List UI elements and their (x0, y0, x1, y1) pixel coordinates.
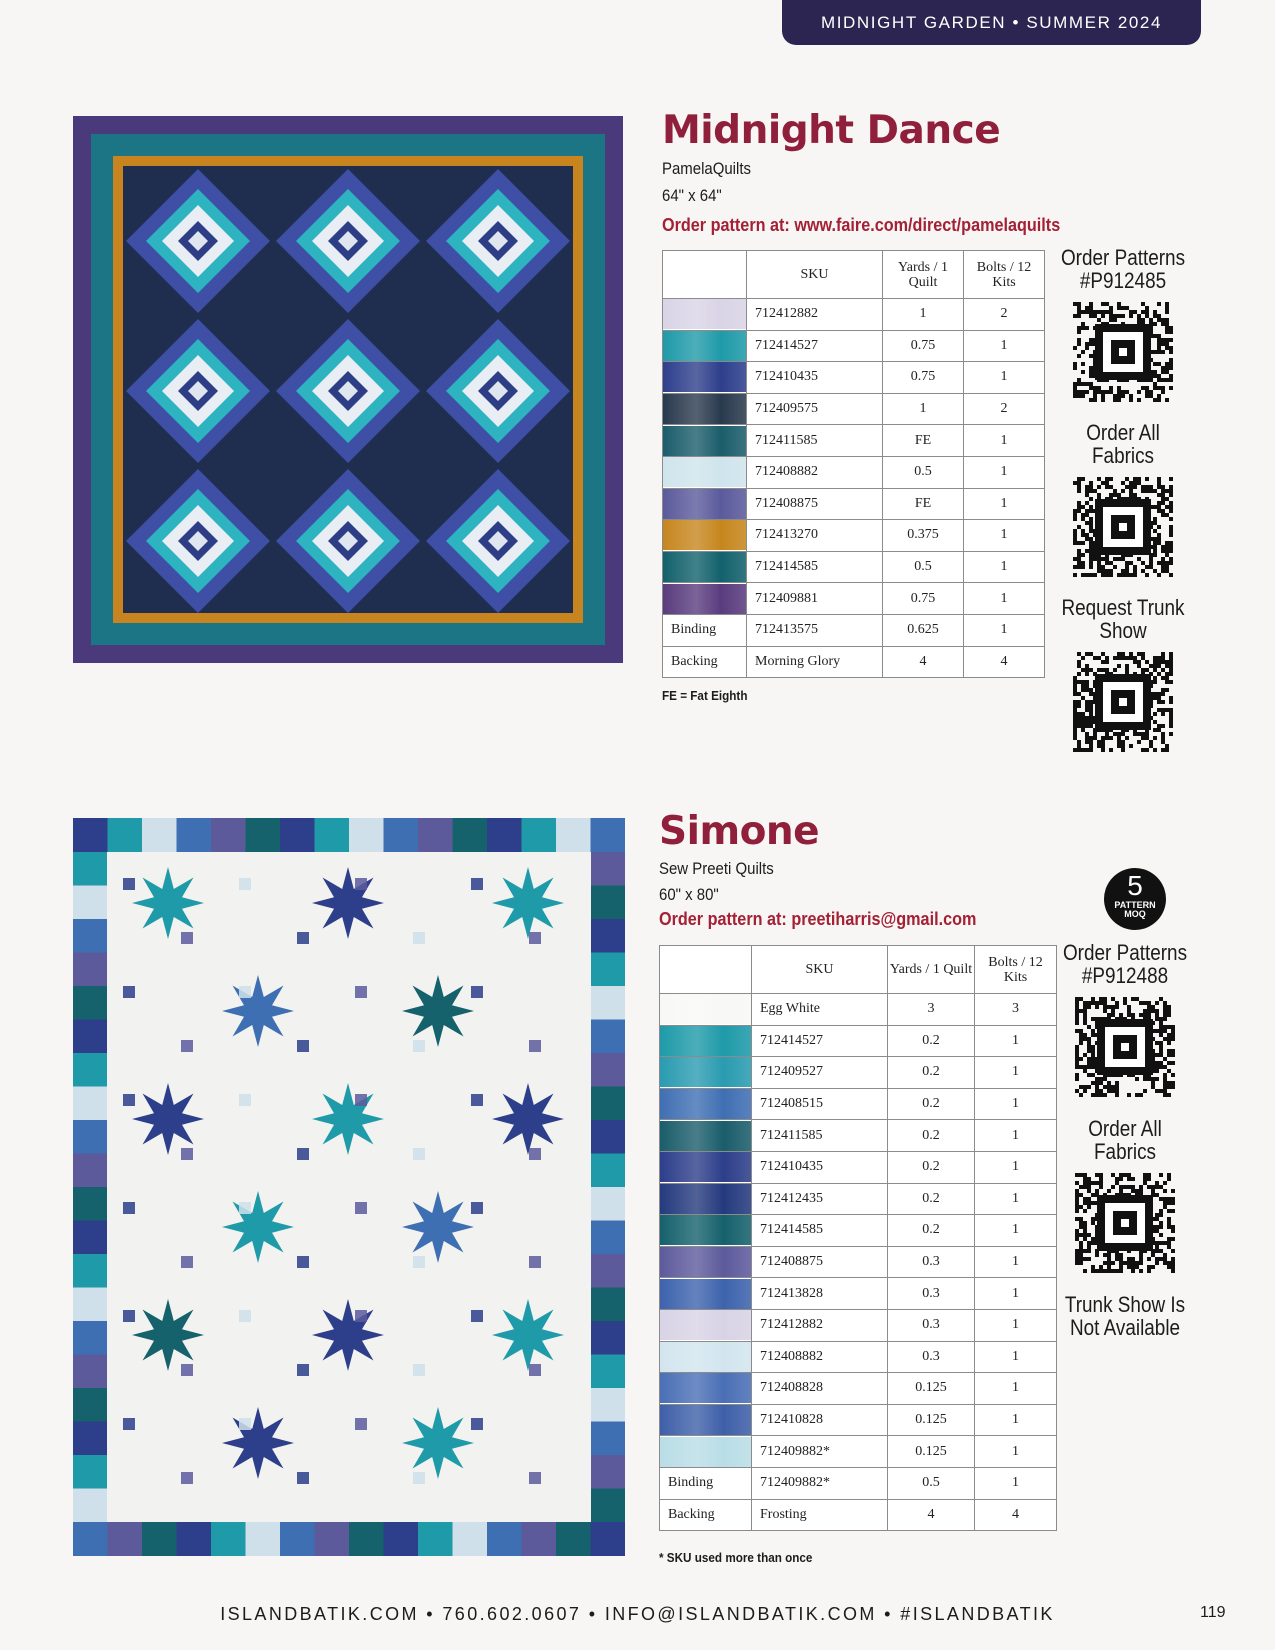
fabric-swatch-color (660, 1184, 751, 1214)
page-number: 119 (1200, 1604, 1226, 1621)
order-fabrics-panel[interactable] (1048, 421, 1198, 577)
table-row (660, 1151, 1057, 1183)
bolts-cell: 4 (964, 646, 1045, 678)
fabric-swatch (660, 1373, 752, 1405)
fabric-swatch (663, 488, 747, 520)
bolts-cell: 1 (964, 330, 1045, 362)
yards-cell: 0.5 (883, 551, 964, 583)
order-patterns-panel[interactable] (1050, 941, 1200, 1097)
yards-cell: 0.3 (888, 1341, 975, 1373)
bolts-cell: 1 (964, 488, 1045, 520)
pattern-designer: PamelaQuilts (662, 159, 751, 178)
bolts-cell: 1 (975, 1373, 1057, 1405)
fabric-swatch (660, 1183, 752, 1215)
bolts-cell: 1 (975, 1025, 1057, 1057)
table-row (663, 646, 1045, 678)
fabric-swatch-color (663, 584, 746, 614)
bolts-cell: 1 (975, 1183, 1057, 1215)
bolts-cell: 1 (964, 456, 1045, 488)
simone-quilt-image (73, 818, 625, 1556)
fabric-swatch (660, 1246, 752, 1278)
fabric-swatch (663, 551, 747, 583)
sku-cell: 712412882 (752, 1309, 888, 1341)
table-row (660, 1341, 1057, 1373)
sku-cell: 712408875 (752, 1246, 888, 1278)
bolts-cell: 1 (975, 1467, 1057, 1499)
bolts-cell: 1 (975, 1309, 1057, 1341)
table-row (663, 456, 1045, 488)
yards-cell: 0.3 (888, 1246, 975, 1278)
sku-cell: 712412435 (752, 1183, 888, 1215)
bolts-cell: 1 (964, 551, 1045, 583)
fabric-swatch (663, 456, 747, 488)
table-row (660, 1499, 1057, 1531)
sku-cell: 712409882* (752, 1436, 888, 1468)
order-fabrics-caption: Order All Fabrics (1086, 420, 1160, 468)
fabric-swatch (660, 1436, 752, 1468)
fabric-swatch-color (663, 520, 746, 550)
bolts-cell: 1 (964, 520, 1045, 552)
yards-cell: 0.3 (888, 1278, 975, 1310)
bolts-cell: 1 (975, 1215, 1057, 1247)
sku-cell: Morning Glory (747, 646, 883, 678)
table-row (663, 425, 1045, 457)
sku-cell: Frosting (752, 1499, 888, 1531)
fabric-swatch-color (660, 1121, 751, 1151)
fabric-requirements-table (662, 250, 1045, 678)
row-label: Backing (660, 1499, 752, 1531)
pattern-size: 64" x 64" (662, 186, 722, 205)
yards-cell: 4 (883, 646, 964, 678)
bolts-cell: 1 (964, 425, 1045, 457)
yards-cell: 4 (888, 1499, 975, 1531)
table-row (660, 1215, 1057, 1247)
fabric-swatch (660, 1278, 752, 1310)
footer-contact: ISLANDBATIK.COM • 760.602.0607 • INFO@ISLANDBATIK.COM • #ISLANDBATIK (220, 1604, 1055, 1624)
swatch-header (660, 946, 752, 994)
table-row (663, 393, 1045, 425)
issue-banner: MIDNIGHT GARDEN • SUMMER 2024 (782, 0, 1201, 45)
pattern-moq-badge (1104, 868, 1166, 930)
fabric-swatch (660, 1120, 752, 1152)
yards-cell: 3 (888, 994, 975, 1026)
table-row (660, 1467, 1057, 1499)
table-row (663, 362, 1045, 394)
fabric-swatch (663, 362, 747, 394)
yards-cell: 0.5 (883, 456, 964, 488)
swatch-header (663, 251, 747, 299)
bolts-cell: 1 (964, 362, 1045, 394)
fabric-swatch (660, 1309, 752, 1341)
order-patterns-panel[interactable] (1048, 246, 1198, 402)
bolts-cell: 2 (964, 393, 1045, 425)
sku-cell: 712410435 (747, 362, 883, 394)
sku-cell: 712414527 (747, 330, 883, 362)
fabric-swatch-color (660, 1152, 751, 1182)
yards-cell: 0.2 (888, 1215, 975, 1247)
sku-cell: 712411585 (752, 1120, 888, 1152)
fabric-swatch (663, 583, 747, 615)
trunk-show-caption: Trunk Show Is Not Available (1064, 1292, 1186, 1340)
fabric-swatch-color (663, 331, 746, 361)
sku-cell: 712408828 (752, 1373, 888, 1405)
fabric-swatch-color (663, 457, 746, 487)
sku-cell: 712409881 (747, 583, 883, 615)
sku-cell: 712413575 (747, 614, 883, 646)
table-row (660, 1278, 1057, 1310)
bolts-cell: 1 (975, 1278, 1057, 1310)
pattern-order-link[interactable]: Order pattern at: preetiharris@gmail.com (659, 909, 977, 929)
trunk-show-status (1050, 1293, 1200, 1339)
table-row (660, 1373, 1057, 1405)
sku-cell: 712410435 (752, 1151, 888, 1183)
yards-cell: 0.2 (888, 1088, 975, 1120)
trunk-show-caption: Request Trunk Show (1061, 595, 1185, 643)
fabric-swatch-color (660, 1026, 751, 1056)
sku-cell: 712411585 (747, 425, 883, 457)
bolts-cell: 1 (975, 1088, 1057, 1120)
qr-code-icon[interactable] (1073, 652, 1173, 752)
fabric-swatch (660, 994, 752, 1026)
fabric-swatch-color (660, 994, 751, 1024)
pattern-designer: Sew Preeti Quilts (659, 859, 774, 878)
table-row (663, 520, 1045, 552)
table-row (660, 1183, 1057, 1215)
fabric-swatch-color (663, 489, 746, 519)
qr-code-icon[interactable] (1073, 477, 1173, 577)
bolts-cell: 2 (964, 299, 1045, 331)
fabric-requirements-table (659, 945, 1057, 1531)
fabric-swatch (663, 520, 747, 552)
sku-cell: 712414585 (752, 1215, 888, 1247)
order-fabrics-caption: Order All Fabrics (1088, 1116, 1162, 1164)
fabric-swatch-color (663, 394, 746, 424)
yards-cell: 0.375 (883, 520, 964, 552)
yards-header: Yards / 1 Quilt (888, 946, 975, 994)
bolts-cell: 1 (975, 1436, 1057, 1468)
sku-cell: 712408875 (747, 488, 883, 520)
fabric-swatch-color (663, 299, 746, 329)
fabric-swatch-color (660, 1279, 751, 1309)
pattern-size: 60" x 80" (659, 885, 719, 904)
sku-cell: 712410828 (752, 1404, 888, 1436)
sku-cell: 712413828 (752, 1278, 888, 1310)
yards-cell: 0.75 (883, 330, 964, 362)
qr-code-icon[interactable] (1073, 302, 1173, 402)
fabric-swatch-color (663, 552, 746, 582)
order-fabrics-panel[interactable] (1050, 1117, 1200, 1273)
yards-cell: 0.75 (883, 362, 964, 394)
sku-cell: 712409527 (752, 1057, 888, 1089)
table-row (663, 488, 1045, 520)
table-row (663, 583, 1045, 615)
table-row (663, 299, 1045, 331)
sku-cell: Egg White (752, 994, 888, 1026)
fabric-swatch (660, 1057, 752, 1089)
fabric-swatch (660, 1215, 752, 1247)
yards-cell: 0.2 (888, 1151, 975, 1183)
fabric-swatch (663, 425, 747, 457)
yards-cell: 0.125 (888, 1373, 975, 1405)
sku-cell: 712414527 (752, 1025, 888, 1057)
yards-cell: 0.625 (883, 614, 964, 646)
pattern-title: Midnight Dance (662, 108, 1001, 153)
table-row (660, 1120, 1057, 1152)
yards-cell: 0.3 (888, 1309, 975, 1341)
fabric-swatch (660, 1088, 752, 1120)
yards-cell: 0.125 (888, 1404, 975, 1436)
fabric-swatch (660, 1151, 752, 1183)
row-label: Binding (663, 614, 747, 646)
bolts-cell: 1 (975, 1057, 1057, 1089)
fabric-swatch-color (660, 1247, 751, 1277)
yards-cell: 0.2 (888, 1025, 975, 1057)
trunk-show-panel[interactable] (1048, 596, 1198, 752)
table-row (660, 1436, 1057, 1468)
qr-code-icon[interactable] (1075, 997, 1175, 1097)
pattern-title: Simone (659, 809, 820, 854)
yards-cell: 0.5 (888, 1467, 975, 1499)
bolts-cell: 1 (975, 1246, 1057, 1278)
table-row (663, 330, 1045, 362)
sku-cell: 712408515 (752, 1088, 888, 1120)
table-row (660, 1088, 1057, 1120)
yards-cell: FE (883, 488, 964, 520)
bolts-cell: 3 (975, 994, 1057, 1026)
fabric-swatch-color (660, 1089, 751, 1119)
table-row (660, 1309, 1057, 1341)
sku-cell: 712408882 (752, 1341, 888, 1373)
fabric-swatch (663, 330, 747, 362)
moq-number: 5 (1127, 870, 1143, 901)
table-row (660, 1025, 1057, 1057)
bolts-cell: 4 (975, 1499, 1057, 1531)
fabric-swatch-color (660, 1437, 751, 1467)
fabric-swatch-color (660, 1215, 751, 1245)
yards-cell: 0.2 (888, 1057, 975, 1089)
bolts-header: Bolts / 12 Kits (964, 251, 1045, 299)
yards-header: Yards / 1 Quilt (883, 251, 964, 299)
table-row (660, 1246, 1057, 1278)
bolts-cell: 1 (964, 583, 1045, 615)
fabric-swatch-color (660, 1310, 751, 1340)
order-patterns-caption: Order Patterns #P912485 (1060, 245, 1186, 293)
bolts-cell: 1 (975, 1120, 1057, 1152)
sku-cell: 712409575 (747, 393, 883, 425)
qr-code-icon[interactable] (1075, 1173, 1175, 1273)
table-row (663, 614, 1045, 646)
bolts-header: Bolts / 12 Kits (975, 946, 1057, 994)
table-footnote: FE = Fat Eighth (662, 688, 748, 703)
midnight-dance-quilt-image (73, 116, 623, 663)
table-row (663, 551, 1045, 583)
yards-cell: 0.75 (883, 583, 964, 615)
table-row (660, 1057, 1057, 1089)
bolts-cell: 1 (975, 1341, 1057, 1373)
fabric-swatch (660, 1404, 752, 1436)
fabric-swatch-color (663, 362, 746, 392)
sku-header: SKU (747, 251, 883, 299)
moq-label: PATTERN MOQ (1114, 900, 1156, 919)
fabric-swatch-color (660, 1342, 751, 1372)
sku-header: SKU (752, 946, 888, 994)
yards-cell: 0.2 (888, 1120, 975, 1152)
bolts-cell: 1 (975, 1151, 1057, 1183)
sku-cell: 712409882* (752, 1467, 888, 1499)
yards-cell: 0.2 (888, 1183, 975, 1215)
sku-cell: 712412882 (747, 299, 883, 331)
fabric-swatch-color (663, 426, 746, 456)
yards-cell: FE (883, 425, 964, 457)
sku-cell: 712413270 (747, 520, 883, 552)
fabric-swatch (660, 1341, 752, 1373)
yards-cell: 1 (883, 299, 964, 331)
row-label: Binding (660, 1467, 752, 1499)
yards-cell: 1 (883, 393, 964, 425)
fabric-swatch-color (660, 1373, 751, 1403)
fabric-swatch (660, 1025, 752, 1057)
table-footnote: * SKU used more than once (659, 1550, 813, 1565)
row-label: Backing (663, 646, 747, 678)
bolts-cell: 1 (964, 614, 1045, 646)
pattern-order-link[interactable]: Order pattern at: www.faire.com/direct/pamelaquilts (662, 215, 1061, 235)
yards-cell: 0.125 (888, 1436, 975, 1468)
bolts-cell: 1 (975, 1404, 1057, 1436)
table-row (660, 994, 1057, 1026)
sku-cell: 712408882 (747, 456, 883, 488)
fabric-swatch (663, 299, 747, 331)
fabric-swatch-color (660, 1057, 751, 1087)
order-patterns-caption: Order Patterns #P912488 (1062, 940, 1188, 988)
table-row (660, 1404, 1057, 1436)
fabric-swatch-color (660, 1405, 751, 1435)
sku-cell: 712414585 (747, 551, 883, 583)
fabric-swatch (663, 393, 747, 425)
